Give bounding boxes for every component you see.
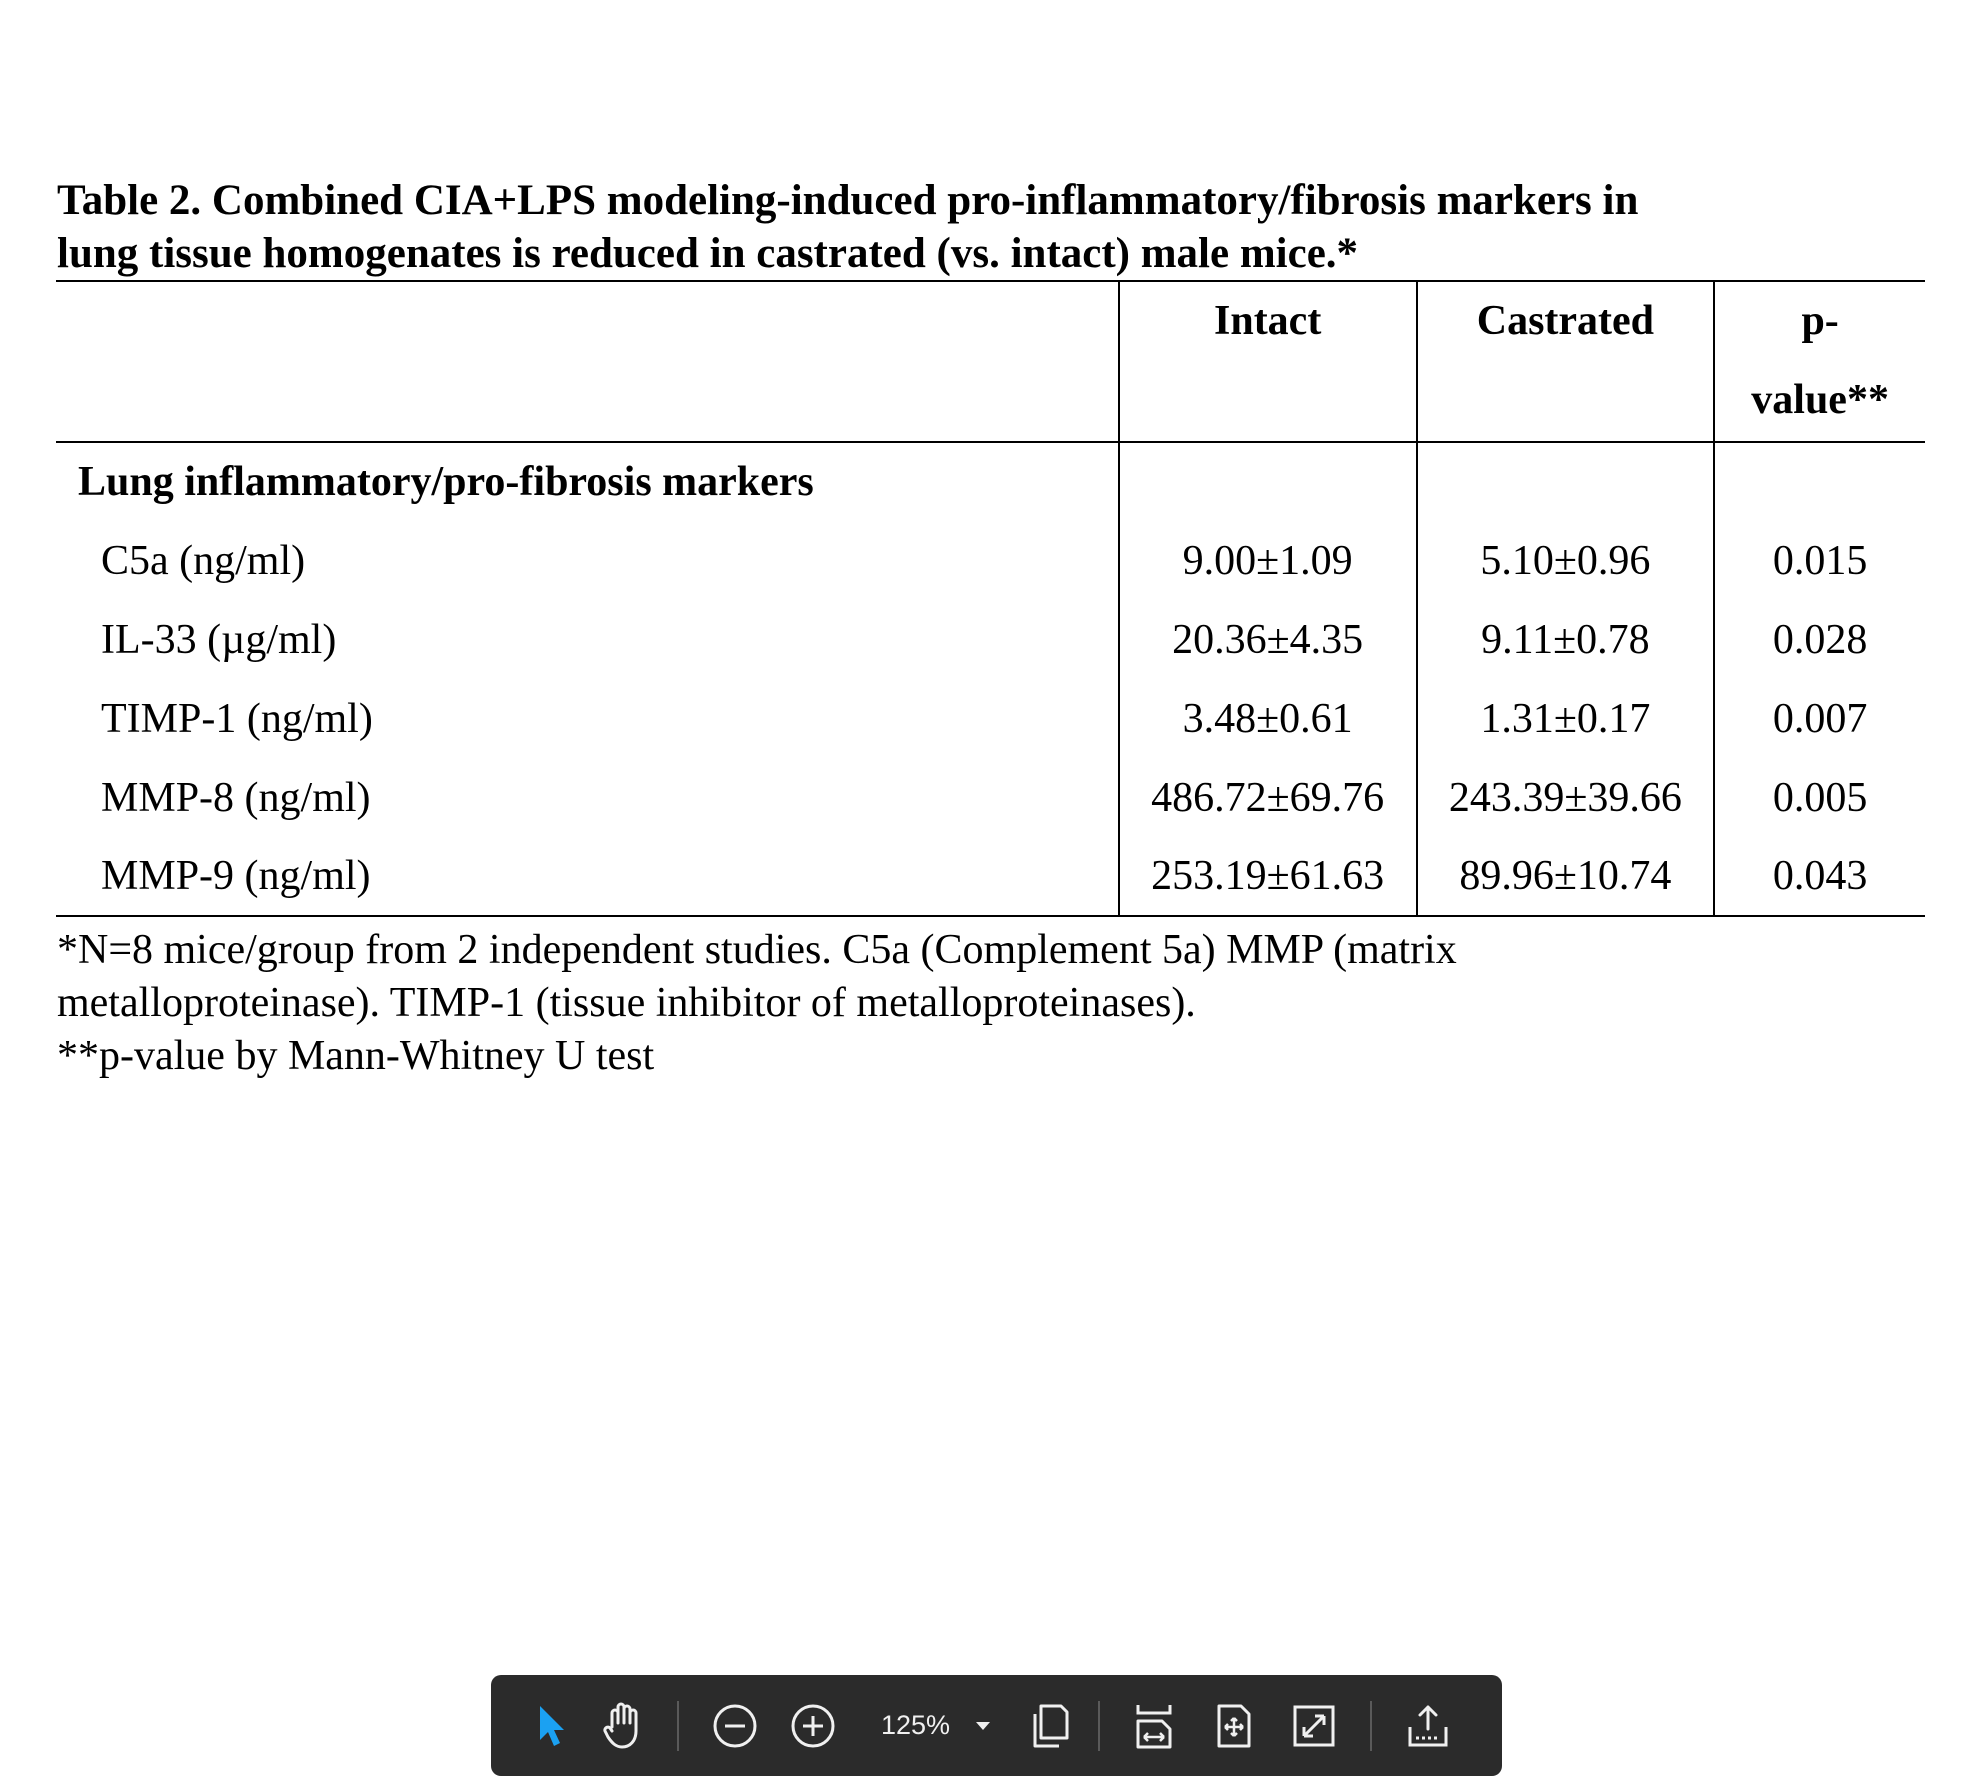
table-caption xyxy=(57,174,1917,280)
table-header-row xyxy=(56,281,1925,442)
row-label: IL-33 (µg/ml) xyxy=(101,616,337,663)
fit-page-icon xyxy=(1213,1702,1255,1750)
header-pvalue xyxy=(1714,281,1925,442)
fit-width-button[interactable] xyxy=(1124,1696,1184,1756)
cell-pvalue: 0.007 xyxy=(1714,679,1925,758)
share-upload-icon xyxy=(1405,1703,1451,1749)
table-row xyxy=(56,837,1925,916)
section-row xyxy=(56,442,1925,521)
toolbar-separator xyxy=(1370,1701,1372,1751)
copy-pages-icon xyxy=(1029,1702,1071,1750)
table-footnotes xyxy=(57,924,1917,1083)
section-label: Lung inflammatory/pro-fibrosis markers xyxy=(78,459,814,505)
row-label: TIMP-1 (ng/ml) xyxy=(101,695,373,742)
header-castrated: Castrated xyxy=(1417,281,1715,442)
caption-line-2: lung tissue homogenates is reduced in castrated (vs. intact) male mice.* xyxy=(57,230,1359,277)
zoom-out-button[interactable] xyxy=(705,1696,765,1756)
fit-page-button[interactable] xyxy=(1204,1696,1264,1756)
cell-castrated: 1.31±0.17 xyxy=(1417,679,1715,758)
cell-intact: 253.19±61.63 xyxy=(1119,837,1417,916)
pointer-arrow-icon xyxy=(536,1704,566,1748)
table-row xyxy=(56,679,1925,758)
footnote-line-3: **p-value by Mann-Whitney U test xyxy=(57,1033,655,1079)
empty-cell xyxy=(1714,442,1925,521)
cell-pvalue: 0.005 xyxy=(1714,758,1925,837)
row-label: C5a (ng/ml) xyxy=(101,537,306,584)
data-table xyxy=(56,280,1925,917)
header-pvalue-line-1: p- xyxy=(1801,298,1839,344)
zoom-in-button[interactable] xyxy=(783,1696,843,1756)
cell-intact: 3.48±0.61 xyxy=(1119,679,1417,758)
row-label: MMP-8 (ng/ml) xyxy=(101,774,371,821)
cell-pvalue: 0.015 xyxy=(1714,521,1925,600)
zoom-in-icon xyxy=(790,1703,836,1749)
cell-castrated: 89.96±10.74 xyxy=(1417,837,1715,916)
fullscreen-button[interactable] xyxy=(1284,1696,1344,1756)
share-button[interactable] xyxy=(1398,1696,1458,1756)
header-label xyxy=(56,281,1119,442)
caption-line-1: Table 2. Combined CIA+LPS modeling-induced pro-inflammatory/fibrosis markers in xyxy=(57,177,1639,224)
fullscreen-icon xyxy=(1292,1704,1336,1748)
viewer-toolbar xyxy=(491,1675,1502,1776)
toolbar-separator xyxy=(677,1701,679,1751)
table-row xyxy=(56,521,1925,600)
empty-cell xyxy=(1119,442,1417,521)
cell-castrated: 243.39±39.66 xyxy=(1417,758,1715,837)
footnote-line-1: *N=8 mice/group from 2 independent studies. C5a (Complement 5a) MMP (matrix xyxy=(57,927,1457,973)
header-intact: Intact xyxy=(1119,281,1417,442)
cell-pvalue: 0.043 xyxy=(1714,837,1925,916)
cell-intact: 486.72±69.76 xyxy=(1119,758,1417,837)
select-tool-button[interactable] xyxy=(521,1696,581,1756)
pan-tool-button[interactable] xyxy=(595,1696,655,1756)
table-row xyxy=(56,600,1925,679)
cell-castrated: 9.11±0.78 xyxy=(1417,600,1715,679)
cell-intact: 9.00±1.09 xyxy=(1119,521,1417,600)
cell-castrated: 5.10±0.96 xyxy=(1417,521,1715,600)
empty-cell xyxy=(1417,442,1715,521)
table-row xyxy=(56,758,1925,837)
hand-icon xyxy=(602,1701,648,1751)
copy-pages-button[interactable] xyxy=(1020,1696,1080,1756)
cell-pvalue: 0.028 xyxy=(1714,600,1925,679)
footnote-line-2: metalloproteinase). TIMP-1 (tissue inhibitor of metalloproteinases). xyxy=(57,980,1196,1026)
zoom-out-icon xyxy=(712,1703,758,1749)
chevron-down-icon xyxy=(976,1722,990,1730)
toolbar-separator xyxy=(1098,1701,1100,1751)
zoom-level-value: 125% xyxy=(881,1710,951,1740)
row-label: MMP-9 (ng/ml) xyxy=(56,837,1119,916)
cell-intact: 20.36±4.35 xyxy=(1119,600,1417,679)
fit-width-icon xyxy=(1132,1701,1176,1751)
header-pvalue-line-2: value** xyxy=(1751,377,1889,423)
zoom-level-dropdown[interactable] xyxy=(855,1696,998,1756)
